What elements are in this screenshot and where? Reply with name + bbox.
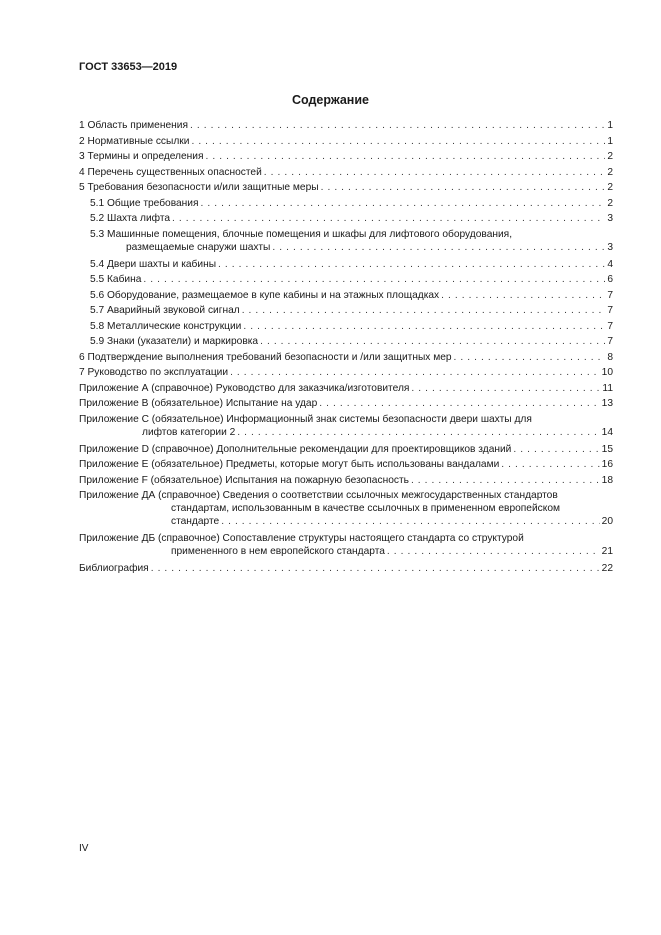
toc-entry[interactable] [79,228,613,254]
toc-entry-title: 5 Требования безопасности и/или защитные меры [79,182,319,193]
dot-leader [411,474,600,487]
toc-entry-title: 5.1 Общие требования [90,197,199,209]
toc-entry-title-line: Приложение ДБ (справочное) Сопоставление структуры настоящего стандарта со структурой [79,533,524,544]
dot-leader [243,320,605,333]
toc-entry-page: 14 [601,426,613,438]
toc-entry-title: 7 Руководство по эксплуатации [79,367,229,378]
toc-entry-title: лифтов категории 2 [142,426,236,438]
toc-entry-page: 20 [601,516,613,527]
toc-entry-title: Приложение В (обязательное) Испытание на удар [79,398,318,409]
page-number: IV [79,843,89,854]
toc-entry-page: 21 [601,546,613,557]
toc-entry-title: размещаемые снаружи шахты [126,241,271,253]
dot-leader [454,351,606,364]
toc-entry-page: 1 [607,120,613,131]
toc-entry-title: примененного в нем европейского стандарта [171,546,385,557]
page-title: Содержание [291,93,369,107]
toc-entry-page: 15 [601,443,613,455]
toc-entry[interactable] [79,150,613,163]
dot-leader [237,426,599,439]
toc-entry-page: 3 [607,241,613,253]
toc-entry-title: 5.6 Оборудование, размещаемое в купе кабины и на этажных площадках [90,289,440,301]
toc-entry-title: Приложение D (справочное) Дополнительные рекомендации для проектировщиков зданий [79,443,512,455]
dot-leader [151,562,600,575]
toc-entry-title: 1 Область применения [79,120,188,131]
toc-entry-title-line: Приложение С (обязательное) Информационный знак системы безопасности двери шахты для [79,413,532,425]
table-of-contents [79,119,613,578]
toc-entry[interactable] [79,443,613,456]
toc-entry-title: стандарте [171,516,220,527]
toc-entry-title: Библиография [79,563,149,574]
toc-entry-title-line: Приложение ДА (справочное) Сведения о соответствии ссылочных межгосударственных стандартов [79,490,558,501]
toc-entry-page: 18 [601,474,613,486]
toc-entry-page: 4 [607,258,613,270]
toc-entry-title: 4 Перечень существенных опасностей [79,166,262,178]
toc-entry-title: Приложение Е (обязательное) Предметы, которые могут быть использованы вандалами [79,459,500,470]
toc-entry[interactable] [79,181,613,194]
toc-entry-page: 7 [607,305,613,316]
toc-entry-title: 5.4 Двери шахты и кабины [90,258,217,270]
toc-entry-title: 3 Термины и определения [79,151,204,162]
toc-entry-title-line: 5.3 Машинные помещения, блочные помещения и шкафы для лифтового оборудования, [90,228,513,240]
toc-entry-title: 6 Подтверждение выполнения требований безопасности и /или защитных мер [79,351,452,363]
dot-leader [191,135,605,148]
toc-entry-page: 3 [607,213,613,224]
dot-leader [264,166,606,179]
toc-entry[interactable] [79,119,613,132]
toc-entry[interactable] [79,532,613,558]
toc-entry-title-line: стандартам, использованным в качестве ссылочных в примененном европейском [171,503,560,514]
toc-entry[interactable] [79,320,613,333]
dot-leader [441,289,605,302]
toc-entry-title: 5.8 Металлические конструкции [90,320,242,332]
dot-leader [205,150,605,163]
dot-leader [242,304,606,317]
toc-entry-title: 5.2 Шахта лифта [90,213,171,224]
toc-entry-page: 7 [607,336,613,347]
toc-entry-page: 6 [607,274,613,285]
document-header: ГОСТ 33653—2019 [79,61,178,73]
toc-entry[interactable] [79,413,613,439]
toc-entry[interactable] [79,304,613,317]
toc-entry[interactable] [79,197,613,210]
toc-entry[interactable] [79,382,613,395]
toc-entry[interactable] [79,366,613,379]
toc-entry-page: 13 [601,398,613,409]
dot-leader [411,382,600,395]
toc-entry-page: 7 [607,289,613,301]
dot-leader [201,197,606,210]
toc-entry[interactable] [79,258,613,271]
toc-entry-page: 2 [607,166,613,178]
toc-entry-page: 2 [607,182,613,193]
dot-leader [218,258,605,271]
dot-leader [272,241,605,254]
toc-entry-title: 5.5 Кабина [90,274,142,285]
toc-entry[interactable] [79,335,613,348]
toc-entry[interactable] [79,351,613,364]
dot-leader [260,335,605,348]
dot-leader [321,181,606,194]
toc-entry-page: 8 [607,351,613,363]
toc-entry[interactable] [79,166,613,179]
toc-entry[interactable] [79,489,613,528]
dot-leader [190,119,605,132]
dot-leader [501,458,599,471]
toc-entry-title: Приложение F (обязательное) Испытания на пожарную безопасность [79,474,409,486]
dot-leader [319,397,599,410]
toc-entry[interactable] [79,212,613,225]
dot-leader [230,366,600,379]
toc-entry-page: 11 [602,382,613,394]
toc-entry[interactable] [79,273,613,286]
toc-entry-page: 1 [607,135,613,147]
toc-entry[interactable] [79,458,613,471]
toc-entry-page: 16 [601,459,613,470]
toc-entry-page: 22 [601,563,613,574]
toc-entry[interactable] [79,562,613,575]
toc-entry[interactable] [79,135,613,148]
toc-entry-page: 2 [607,197,613,209]
toc-entry-title: 2 Нормативные ссылки [79,135,190,147]
dot-leader [221,515,599,528]
toc-entry[interactable] [79,397,613,410]
toc-entry[interactable] [79,289,613,302]
toc-entry-title: 5.7 Аварийный звуковой сигнал [90,305,240,316]
toc-entry-title: 5.9 Знаки (указатели) и маркировка [90,336,259,347]
toc-entry[interactable] [79,474,613,487]
dot-leader [513,443,599,456]
dot-leader [387,545,600,558]
toc-entry-title: Приложение А (справочное) Руководство для заказчика/изготовителя [79,382,410,394]
dot-leader [143,273,605,286]
toc-entry-page: 10 [601,367,613,378]
dot-leader [172,212,605,225]
toc-entry-page: 7 [607,320,613,332]
toc-entry-page: 2 [607,151,613,162]
